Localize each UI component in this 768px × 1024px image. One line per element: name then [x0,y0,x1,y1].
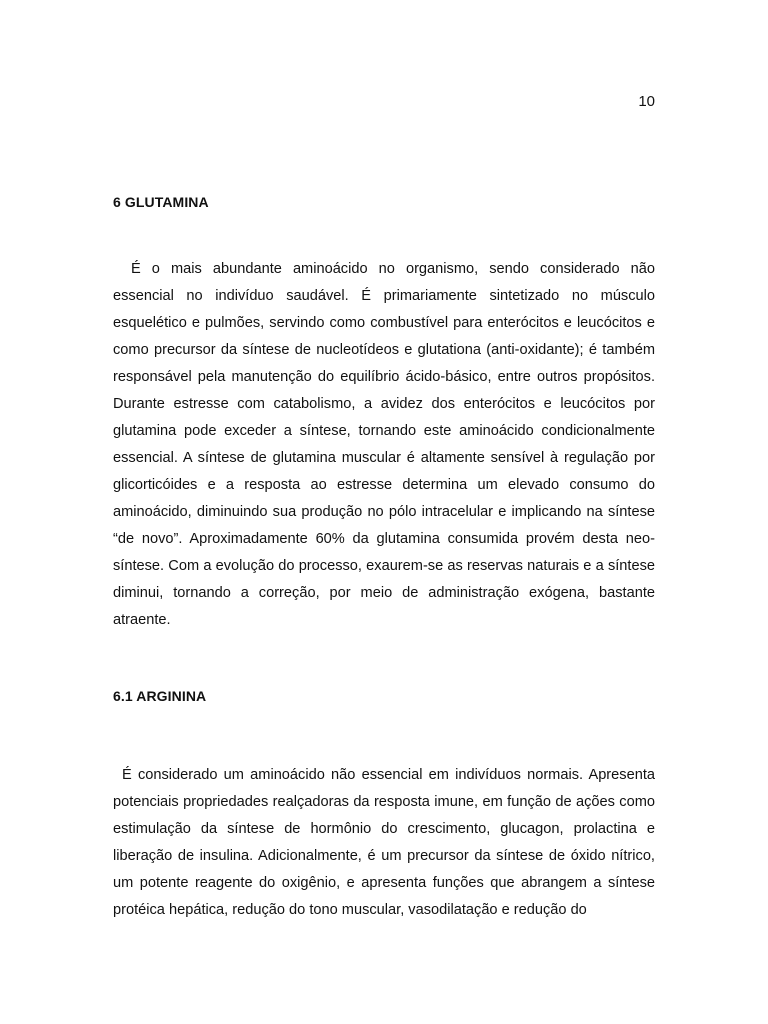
section-paragraph-arginina: É considerado um aminoácido não essencial em indivíduos normais. Apresenta potenciais propriedades realçadoras da resposta imune, em função de ações como estimulação da síntese de hormônio do crescimento, glucagon, prolactina e liberação de insulina. Adicionalmente, é um precursor da síntese de óxido nítrico, um potente reagente do oxigênio, e apresenta funções que abrangem a síntese protéica hepática, redução do tono muscular, vasodilatação e redução do [113,767,655,918]
section-paragraph-glutamina: É o mais abundante aminoácido no organismo, sendo considerado não essencial no indivíduo saudável. É primariamente sintetizado no músculo esquelético e pulmões, servindo como combustível para enterócitos e leucócitos e como precursor da síntese de nucleotídeos e glutationa (anti-oxidante); é também responsável pela manutenção do equilíbrio ácido-básico, entre outros propósitos. Durante estresse com catabolismo, a avidez dos enterócitos e leucócitos por glutamina pode exceder a síntese, tornando este aminoácido condicionalmente essencial. A síntese de glutamina muscular é altamente sensível à regulação por glicorticóides e a resposta ao estresse determina um elevado consumo do aminoácido, diminuindo sua produção no pólo intracelular e implicando na síntese “de novo”. Aproximadamente 60% da glutamina consumida provém desta neo-síntese. Com a evolução do processo, exaurem-se as reservas naturais e a síntese diminui, tornando a correção, por meio de administração exógena, bastante atraente. [113,261,655,628]
page-number: 10 [638,93,655,110]
section-heading-arginina: 6.1 ARGININA [113,688,207,704]
section-heading-glutamina: 6 GLUTAMINA [113,194,209,210]
